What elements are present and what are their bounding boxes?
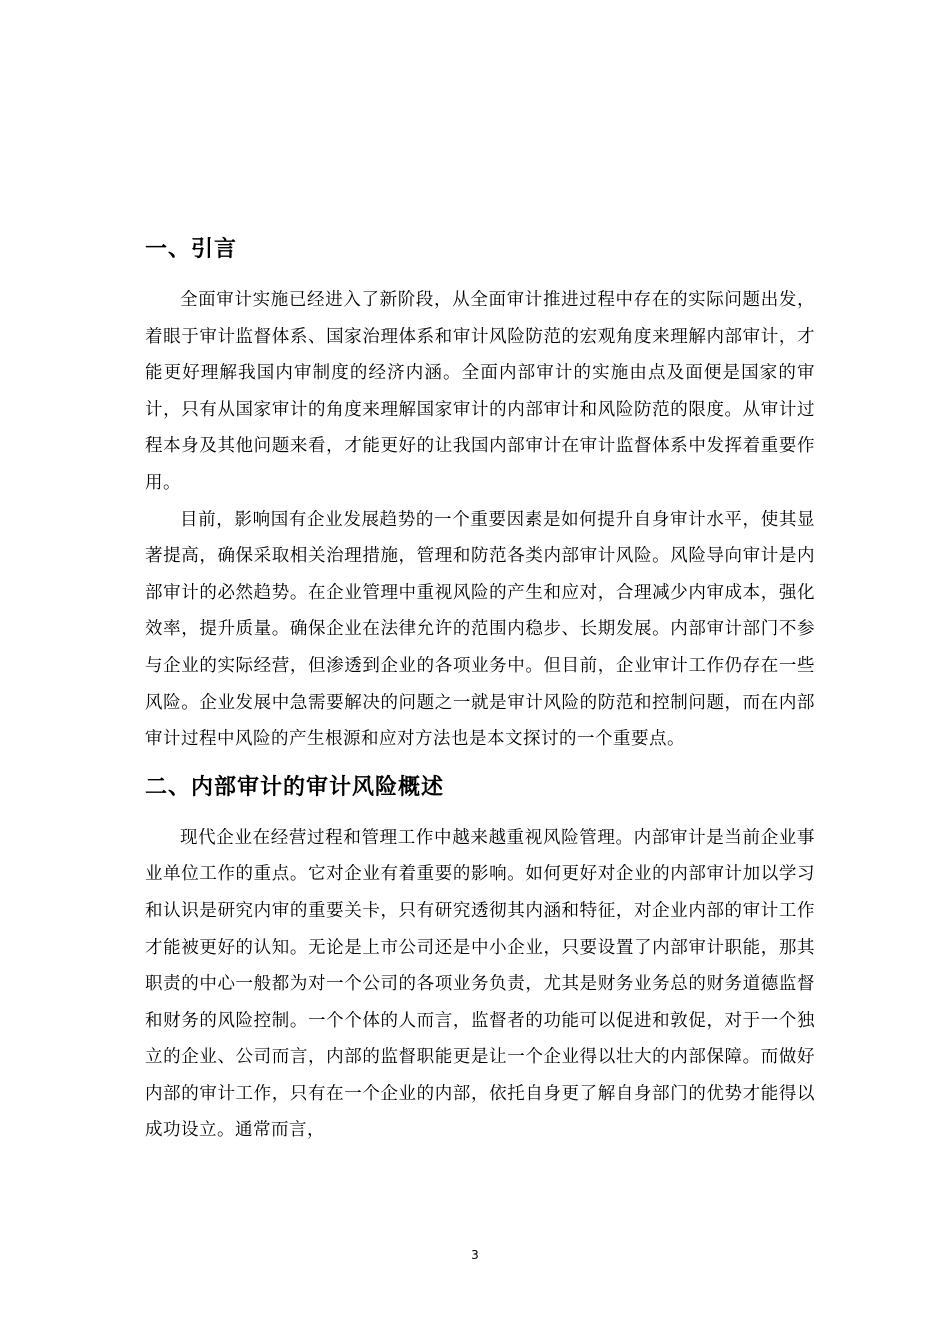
section-introduction — [145, 228, 815, 758]
paragraph: 目前，影响国有企业发展趋势的一个重要因素是如何提升自身审计水平，使其显著提高，确保采取相关治理措施，管理和防范各类内部审计风险。风险导向审计是内部审计的必然趋势。在企业管理中重视风险的产生和应对，合理减少内审成本，强化效率，提升质量。确保企业在法律允许的范围内稳步、长期发展。内部审计部门不参与企业的实际经营，但渗透到企业的各项业务中。但目前，企业审计工作仍存在一些风险。企业发展中急需要解决的问题之一就是审计风险的防范和控制问题，而在内部审计过程中风险的产生根源和应对方法也是本文探讨的一个重要点。 — [145, 509, 815, 750]
section-heading-introduction: 一、引言 — [145, 237, 238, 262]
paragraph: 现代企业在经营过程和管理工作中越来越重视风险管理。内部审计是当前企业事业单位工作的重点。它对企业有着重要的影响。如何更好对企业的内部审计加以学习和认识是研究内审的重要关卡，只有研究透彻其内涵和特征，对企业内部的审计工作才能被更好的认知。无论是上市公司还是中小企业，只要设置了内部审计职能，那其职责的中心一般都为对一个公司的各项业务负责，尤其是财务业务总的财务道德监督和财务的风险控制。一个个体的人而言，监督者的功能可以促进和敦促，对于一个独立的企业、公司而言，内部的监督职能更是让一个企业得以壮大的内部保障。而做好内部的审计工作，只有在一个企业的内部，依托自身更了解自身部门的优势才能得以成功设立。通常而言， — [145, 827, 815, 1141]
document-body — [145, 228, 815, 1149]
section-heading-audit-risk-overview: 二、内部审计的审计风险概述 — [145, 774, 445, 800]
paragraph: 全面审计实施已经进入了新阶段，从全面审计推进过程中存在的实际问题出发，着眼于审计监督体系、国家治理体系和审计风险防范的宏观角度来理解内部审计，才能更好理解我国内审制度的经济内涵。全面内部审计的实施由点及面便是国家的审计，只有从国家审计的角度来理解国家审计的内部审计和风险防范的限度。从审计过程本身及其他问题来看，才能更好的让我国内部审计在审计监督体系中发挥着重要作用。 — [145, 290, 815, 493]
page-number: 3 — [471, 1248, 479, 1262]
section-audit-risk-overview — [145, 766, 815, 1149]
